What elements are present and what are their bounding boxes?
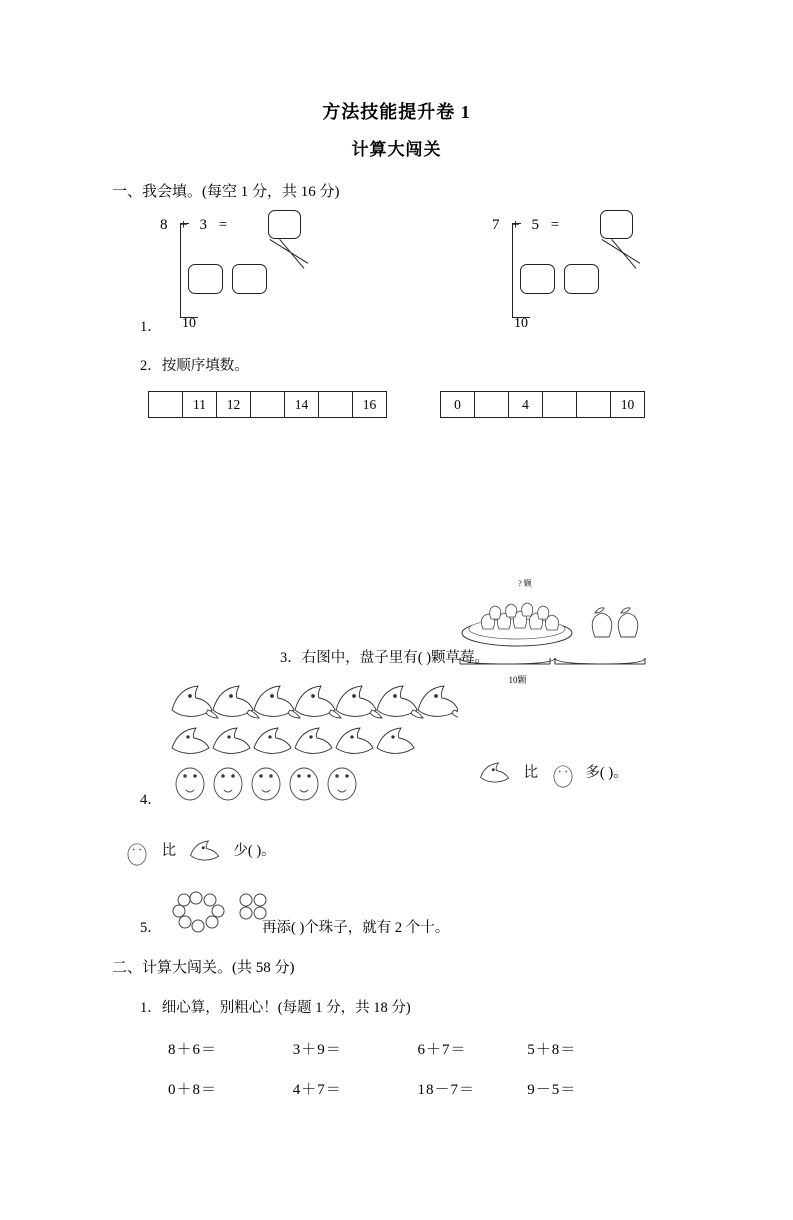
seq-right-cell[interactable] [475,392,509,418]
question-2 [140,354,793,375]
calc-item[interactable]: 9－5＝ [527,1082,577,1098]
number-bond-left [160,217,380,337]
bond-right-part-2-box[interactable] [564,264,599,294]
seq-right-cell[interactable] [543,392,577,418]
seal-icon [550,760,576,788]
dolphin-icon [478,762,512,786]
question-4-compare-2-text: 比 [161,843,177,860]
question-4-compare-2-tail: 少( )。 [233,843,276,860]
seq-left-cell[interactable] [319,392,353,418]
page-subtitle: 计算大闯关 [351,140,442,159]
calc-item[interactable]: 18－7＝ [417,1082,476,1098]
number-bond-right [492,217,712,337]
bond-left-ten-label: 10 [182,316,196,331]
question-4-line-1 [478,760,628,788]
question-5-number: 5． [140,920,162,936]
page-title: 方法技能提升卷 1 [322,102,471,122]
seq-right-cell[interactable]: 10 [611,392,645,418]
seq-right-cell[interactable] [577,392,611,418]
dolphin-icon-2 [188,840,222,864]
calc-item[interactable]: 0＋8＝ [168,1082,218,1098]
question-4-compare-1-text: 比 [523,765,539,782]
bond-left-part-1-box[interactable] [188,264,223,294]
seq-left-cell[interactable] [149,392,183,418]
section2-q1-text: 细心算，别粗心！(每题 1 分，共 18 分) [161,1000,411,1016]
bond-right-sum-box[interactable] [600,210,633,239]
seal-row [172,758,372,809]
section2-question-1 [140,996,411,1017]
question-4-line-2 [124,838,276,866]
seq-right-cell[interactable]: 0 [441,392,475,418]
bond-right-bracket-vertical [512,223,513,317]
bond-right-bracket-top [512,223,521,224]
strawberry-plate-icon [455,589,655,651]
dolphin-group-icon [168,680,458,728]
question-4-compare-1-tail: 多( )。 [585,765,628,782]
bond-right-branch-b [611,239,636,269]
question-3-text: 右图中，盘子里有( )颗草莓。 [301,650,490,666]
section2-heading: 二、计算大闯关。(共 58 分) [112,960,295,976]
calc-item[interactable]: 4＋7＝ [292,1082,342,1098]
question-2-text: 按顺序填数。 [161,358,249,374]
worksheet-page [0,98,793,1220]
section2-q1-number: 1． [140,1000,162,1016]
bond-left-part-2-box[interactable] [232,264,267,294]
calc-item[interactable]: 3＋9＝ [292,1042,342,1058]
sequence-grid-right[interactable] [440,391,645,418]
calc-row-1 [168,1038,576,1059]
strawberry-picture [455,578,655,686]
calc-item[interactable]: 6＋7＝ [417,1042,467,1058]
seq-left-cell[interactable]: 11 [183,392,217,418]
strawberry-question-label: ? 颗 [518,579,532,588]
bond-left-expression: 8 + 3 = [160,217,232,233]
seq-right-cell[interactable]: 4 [509,392,543,418]
bond-left-bracket-top [180,223,189,224]
question-4-number: 4． [140,792,162,808]
bond-right-part-1-box[interactable] [520,264,555,294]
bond-right-expression: 7 + 5 = [492,217,564,233]
section1-heading: 一、我会填。(每空 1 分，共 16 分) [112,184,340,200]
question-3-number: 3． [280,650,302,666]
seq-left-cell[interactable] [251,392,285,418]
bond-left-bracket-vertical [180,223,181,317]
bond-left-sum-box[interactable] [268,210,301,239]
seq-left-cell[interactable]: 16 [353,392,387,418]
dolphin-group-icon-2 [168,726,418,762]
question-5-text: 再添( )个珠子，就有 2 个十。 [262,920,450,936]
calc-row-2 [168,1078,576,1099]
strawberry-total-label: 10颗 [508,675,527,685]
calc-item[interactable]: 5＋8＝ [527,1042,577,1058]
question-3 [280,646,489,667]
calc-item[interactable]: 8＋6＝ [168,1042,218,1058]
seq-left-cell[interactable]: 12 [217,392,251,418]
question-1-bonds [0,211,793,346]
question-1-number: 1． [140,319,162,335]
sequence-grid-left[interactable] [148,391,387,418]
seal-icon-2 [124,838,150,866]
seal-group-icon [172,758,372,804]
question-2-number: 2． [140,358,162,374]
bond-left-branch-b [279,239,304,269]
bond-right-ten-label: 10 [514,316,528,331]
seq-left-cell[interactable]: 14 [285,392,319,418]
question-2-grids [0,391,793,423]
